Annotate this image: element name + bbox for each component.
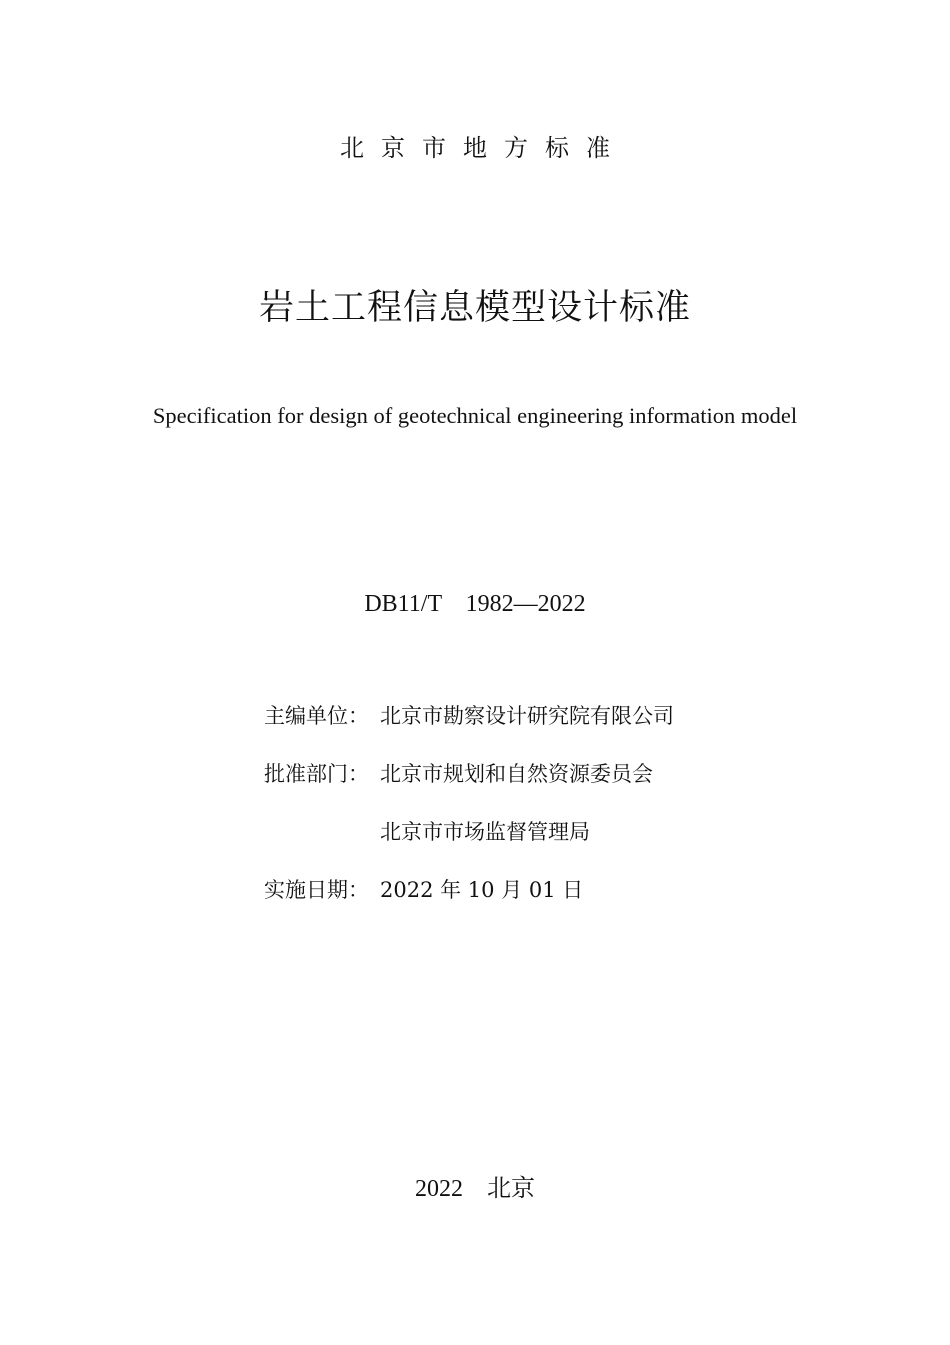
- publication-year-place: 2022 北京: [415, 1176, 535, 1202]
- approval-row: [264, 758, 653, 788]
- date-label: 实施日期：: [264, 878, 369, 902]
- approval-value-2: 北京市市场监督管理局: [380, 820, 590, 844]
- english-title: Specification for design of geotechnical engineering information model: [152, 403, 798, 428]
- date-value: 2022 年 10 月 01 日: [380, 878, 584, 902]
- editor-row: [264, 700, 674, 730]
- standard-code: DB11/T 1982—2022: [364, 591, 586, 617]
- chinese-title: 岩土工程信息模型设计标准: [258, 288, 691, 328]
- issuer-category-heading: 北京市地方标准: [340, 134, 627, 162]
- date-row: [264, 874, 583, 904]
- approval-row-2: [264, 816, 590, 846]
- editor-label: 主编单位：: [264, 704, 369, 728]
- approval-label: 批准部门：: [264, 762, 369, 786]
- editor-value: 北京市勘察设计研究院有限公司: [380, 704, 674, 728]
- approval-value-1: 北京市规划和自然资源委员会: [380, 762, 653, 786]
